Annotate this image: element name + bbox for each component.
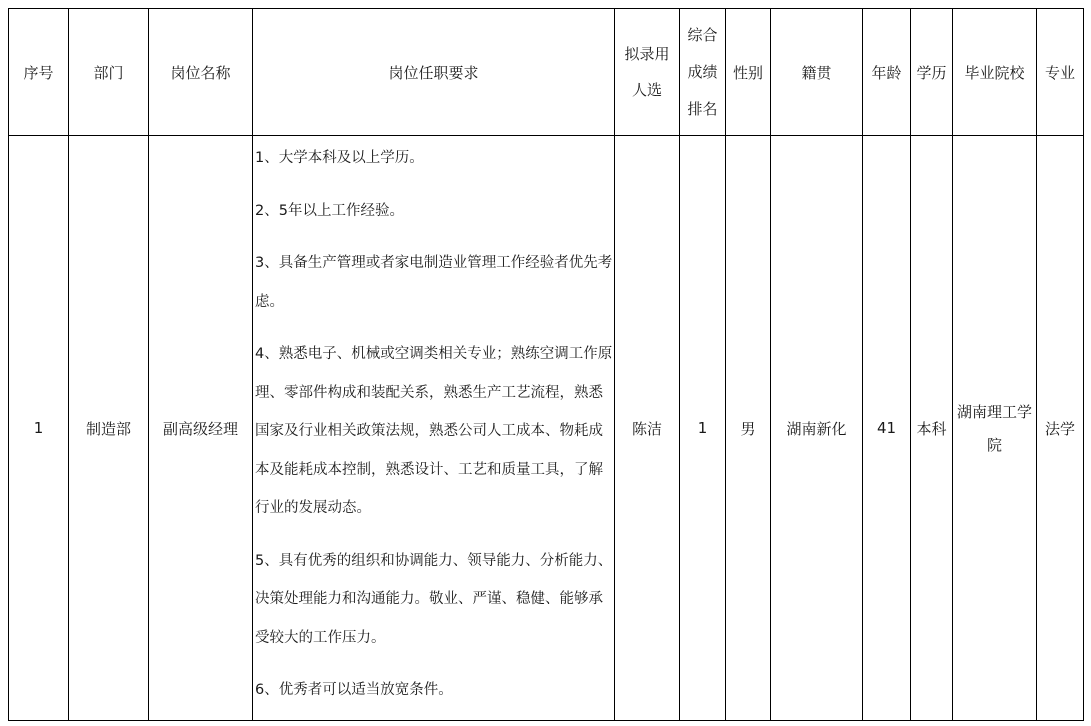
header-department: 部门 — [69, 9, 149, 136]
cell-education: 本科 — [911, 136, 953, 721]
header-rank-line1: 综合 — [687, 25, 718, 44]
header-position: 岗位名称 — [149, 9, 253, 136]
header-candidate-line2: 人选 — [631, 81, 662, 99]
header-candidate-line1: 拟录用 — [624, 45, 670, 63]
header-rank-line2: 成绩 — [687, 62, 718, 81]
header-native-place: 籍贯 — [771, 9, 863, 136]
header-major: 专业 — [1037, 9, 1084, 136]
cell-requirements — [253, 136, 615, 721]
header-candidate — [615, 9, 680, 136]
cell-school — [953, 136, 1037, 721]
cell-major: 法学 — [1037, 136, 1084, 721]
recruitment-table — [8, 8, 1084, 721]
requirement-item-4: 4、熟悉电子、机械或空调类相关专业；熟练空调工作原理、零部件构成和装配关系，熟悉生产工艺流程，熟悉国家及行业相关政策法规，熟悉公司人工成本、物耗成本及能耗成本控制，熟悉设计、工艺和质量工具，了解行业的发展动态。 — [255, 346, 613, 516]
header-gender: 性别 — [726, 9, 771, 136]
header-seq: 序号 — [9, 9, 69, 136]
requirement-item-3: 3、具备生产管理或者家电制造业管理工作经验者优先考虑。 — [255, 255, 613, 310]
cell-school-line1: 湖南理工学 — [956, 403, 1032, 421]
header-requirements: 岗位任职要求 — [253, 9, 615, 136]
requirement-item-5: 5、具有优秀的组织和协调能力、领导能力、分析能力、决策处理能力和沟通能力。敬业、严谨、稳健、能够承受较大的工作压力。 — [255, 552, 613, 646]
header-rank — [680, 9, 726, 136]
cell-rank: 1 — [680, 136, 726, 721]
requirement-item-6: 6、优秀者可以适当放宽条件。 — [255, 682, 453, 698]
table-row — [9, 136, 1084, 721]
cell-position: 副高级经理 — [149, 136, 253, 721]
cell-age: 41 — [863, 136, 911, 721]
cell-school-line2: 院 — [986, 436, 1002, 454]
header-row — [9, 9, 1084, 136]
requirement-item-1: 1、大学本科及以上学历。 — [255, 150, 424, 166]
cell-candidate: 陈洁 — [615, 136, 680, 721]
cell-department: 制造部 — [69, 136, 149, 721]
cell-gender: 男 — [726, 136, 771, 721]
header-education: 学历 — [911, 9, 953, 136]
requirement-item-2: 2、5年以上工作经验。 — [255, 202, 404, 219]
cell-seq: 1 — [9, 136, 69, 721]
cell-native-place: 湖南新化 — [771, 136, 863, 721]
header-age: 年龄 — [863, 9, 911, 136]
header-rank-line3: 排名 — [687, 99, 718, 118]
header-school: 毕业院校 — [953, 9, 1037, 136]
